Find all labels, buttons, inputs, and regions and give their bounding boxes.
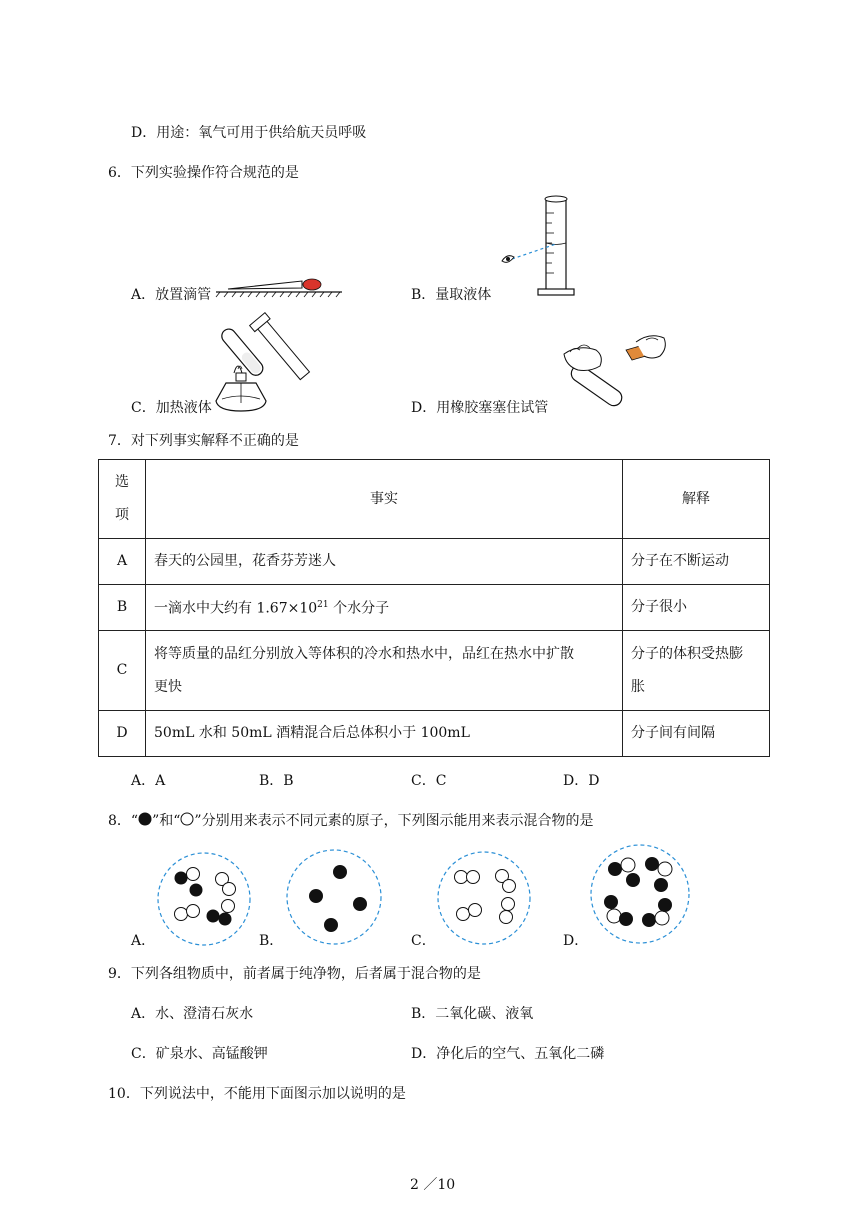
q8-label-c: C． xyxy=(411,933,436,949)
q6-option-a: A．放置滴管 xyxy=(131,287,212,303)
header-option-line2: 项 xyxy=(115,507,129,523)
q8-stem-post: ”分别用来表示不同元素的原子，下列图示能用来表示混合物的是 xyxy=(194,813,594,829)
q9-option-c: C．矿泉水、高锰酸钾 xyxy=(131,1046,268,1062)
row-fact-sup: 21 xyxy=(317,600,329,611)
row-explanation-line1: 分子的体积受热膨 xyxy=(631,645,743,662)
facts-table xyxy=(98,459,770,757)
q8-label-b: B． xyxy=(259,933,284,949)
q6-stem: 6．下列实验操作符合规范的是 xyxy=(108,165,299,181)
particle-diagram-a xyxy=(156,851,252,947)
heating-test-tube-illustration xyxy=(212,303,318,415)
rubber-stopper-test-tube-illustration xyxy=(560,326,670,416)
row-option: C xyxy=(99,631,146,711)
row-fact: 50mL 水和 50mL 酒精混合后总体积小于 100mL xyxy=(146,711,623,757)
row-explanation xyxy=(623,631,770,711)
row-fact: 春天的公园里，花香芬芳迷人 xyxy=(146,539,623,585)
table-row xyxy=(99,585,770,631)
row-fact-post: 个水分子 xyxy=(328,600,390,617)
q7-choice-c: C．C xyxy=(411,773,447,789)
white-atom-icon xyxy=(180,812,194,826)
q10-stem: 10．下列说法中，不能用下面图示加以说明的是 xyxy=(108,1086,406,1102)
row-fact xyxy=(146,631,623,711)
row-option: D xyxy=(99,711,146,757)
q9-option-a: A．水、澄清石灰水 xyxy=(131,1006,254,1022)
dropper-on-table-illustration xyxy=(214,272,344,298)
particle-diagram-c xyxy=(436,850,532,946)
black-atom-icon xyxy=(138,812,152,826)
header-explanation-cell: 解释 xyxy=(623,460,770,539)
header-option-cell xyxy=(99,460,146,539)
q8-stem-pre: 8．“ xyxy=(108,813,139,829)
row-explanation-line2: 胀 xyxy=(631,678,645,695)
q8-label-d: D． xyxy=(563,933,589,949)
row-explanation: 分子在不断运动 xyxy=(623,539,770,585)
row-explanation: 分子很小 xyxy=(623,585,770,631)
q6-option-b: B．量取液体 xyxy=(411,287,492,303)
q8-stem xyxy=(108,810,594,830)
row-fact-line1: 将等质量的品红分别放入等体积的冷水和热水中，品红在热水中扩散 xyxy=(154,645,574,662)
q6-option-c: C．加热液体 xyxy=(131,400,212,416)
q7-choice-b: B．B xyxy=(259,773,294,789)
row-option: A xyxy=(99,539,146,585)
q8-stem-mid: ”和“ xyxy=(152,813,181,829)
row-option: B xyxy=(99,585,146,631)
header-fact-cell: 事实 xyxy=(146,460,623,539)
q7-choice-d: D．D xyxy=(563,773,600,789)
table-row xyxy=(99,631,770,711)
row-explanation: 分子间有间隔 xyxy=(623,711,770,757)
row-fact xyxy=(146,585,623,631)
graduated-cylinder-illustration xyxy=(498,193,588,299)
row-fact-pre: 一滴水中大约有 1.67×10 xyxy=(154,600,318,617)
particle-diagram-b xyxy=(285,848,383,946)
header-option-line1: 选 xyxy=(115,474,129,490)
q5-option-d: D．用途：氧气可用于供给航天员呼吸 xyxy=(131,125,367,141)
q8-label-a: A． xyxy=(131,933,156,949)
row-fact-line2: 更快 xyxy=(154,678,182,695)
table-row xyxy=(99,711,770,757)
page-number: 2 ／10 xyxy=(410,1177,456,1193)
q6-option-d: D．用橡胶塞塞住试管 xyxy=(411,400,549,416)
particle-diagram-d xyxy=(589,843,691,945)
q7-choice-a: A．A xyxy=(131,773,166,789)
table-row xyxy=(99,539,770,585)
q9-stem: 9．下列各组物质中，前者属于纯净物，后者属于混合物的是 xyxy=(108,966,481,982)
q9-option-d: D．净化后的空气、五氧化二磷 xyxy=(411,1046,605,1062)
table-header-row xyxy=(99,460,770,539)
q9-option-b: B．二氧化碳、液氧 xyxy=(411,1006,534,1022)
q7-stem: 7．对下列事实解释不正确的是 xyxy=(108,433,299,449)
